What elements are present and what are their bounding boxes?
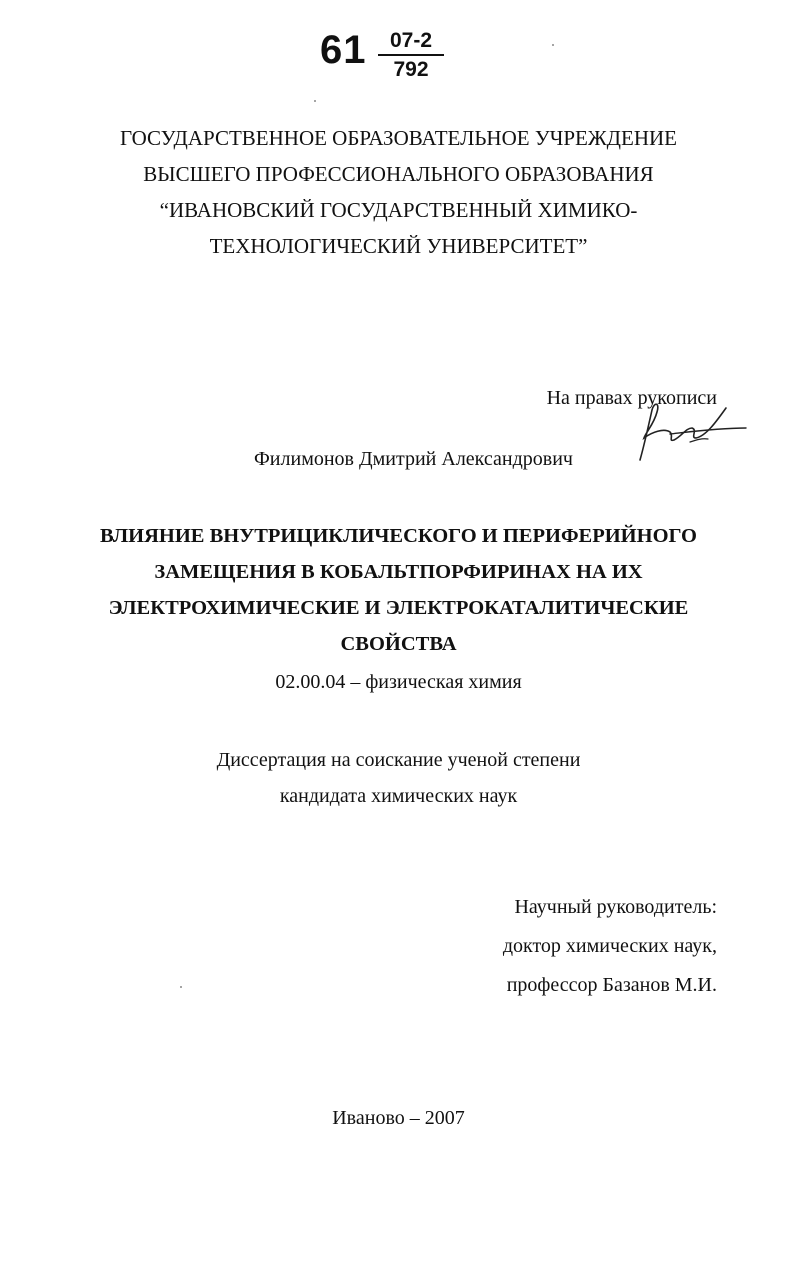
supervisor-label: Научный руководитель: (514, 896, 717, 918)
title-line: ВЛИЯНИЕ ВНУТРИЦИКЛИЧЕСКОГО И ПЕРИФЕРИЙНОГО (99, 525, 698, 547)
stamp-fraction (378, 30, 444, 80)
degree-statement (0, 742, 797, 814)
supervisor-degree: доктор химических наук, (502, 935, 717, 957)
institution-line: ГОСУДАРСТВЕННОЕ ОБРАЗОВАТЕЛЬНОЕ УЧРЕЖДЕНИЕ (120, 126, 677, 150)
manuscript-rights-note: На правах рукописи (546, 387, 717, 409)
title-line: ЗАМЕЩЕНИЯ В КОБАЛЬТПОРФИРИНАХ НА ИХ (154, 561, 643, 583)
scan-speck (180, 986, 182, 988)
degree-line: Диссертация на соискание ученой степени (216, 749, 581, 771)
speciality-code: 02.00.04 – физическая химия (275, 671, 522, 693)
scan-speck (314, 100, 316, 102)
author-name: Филимонов Дмитрий Александрович (254, 448, 573, 470)
title-line: ЭЛЕКТРОХИМИЧЕСКИЕ И ЭЛЕКТРОКАТАЛИТИЧЕСКИЕ (108, 597, 689, 619)
scan-speck (552, 44, 554, 46)
stamp-fraction-bar (378, 54, 444, 56)
dissertation-title (80, 518, 717, 662)
supervisor-block (503, 888, 717, 1005)
stamp-numerator: 07-2 (389, 29, 433, 52)
degree-line: кандидата химических наук (279, 785, 518, 807)
supervisor-name: профессор Базанов М.И. (506, 974, 717, 996)
institution-line: ВЫСШЕГО ПРОФЕССИОНАЛЬНОГО ОБРАЗОВАНИЯ (143, 162, 654, 186)
stamp-denominator: 792 (393, 58, 429, 81)
institution-line: ТЕХНОЛОГИЧЕСКИЙ УНИВЕРСИТЕТ” (209, 234, 588, 258)
signature-mark (630, 398, 750, 468)
stamp-number: 61 (320, 28, 367, 72)
city-year: Иваново – 2007 (332, 1107, 465, 1129)
title-line: СВОЙСТВА (340, 633, 457, 655)
institution-line: “ИВАНОВСКИЙ ГОСУДАРСТВЕННЫЙ ХИМИКО- (159, 198, 638, 222)
institution-header (60, 120, 737, 264)
